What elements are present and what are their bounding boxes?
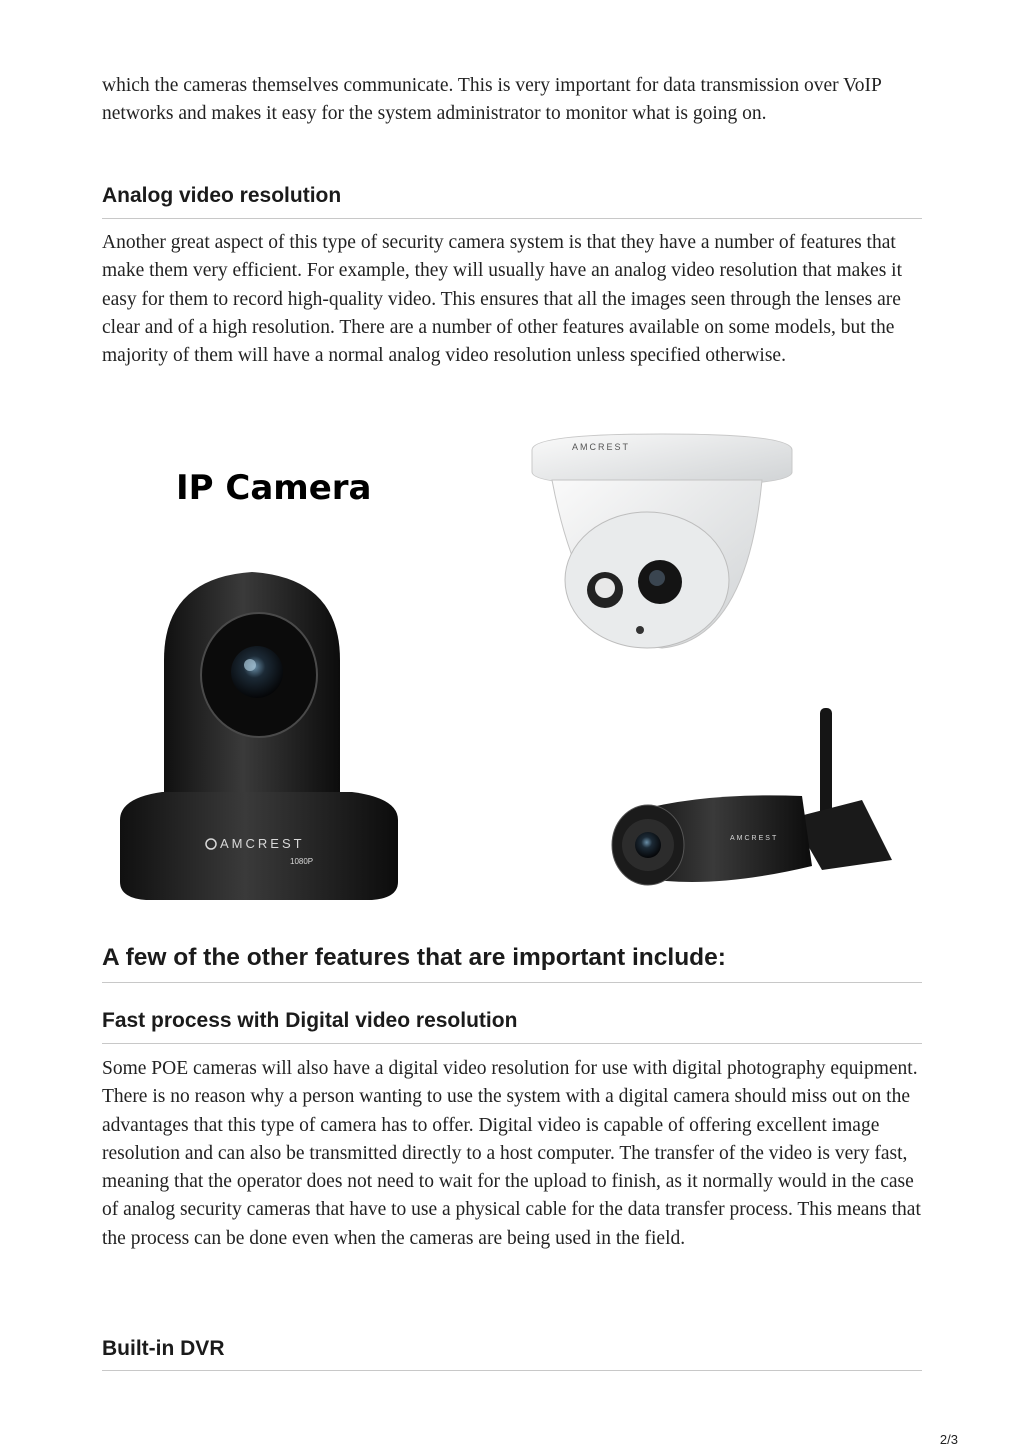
ptz-camera-icon	[120, 572, 398, 900]
model-label: 1080P	[290, 857, 314, 866]
analog-paragraph: Another great aspect of this type of security camera system is that they have a number of features that make them very efficient. For example, they will usually have an analog video resolution that makes it easy for them to record high-quality video. This ensures that all the images seen through the lenses are clear and of a high resolution. There are a number of other features available on some models, but the majority of them will have a normal analog video resolution unless specified otherwise.	[102, 232, 902, 367]
section-divider	[102, 982, 922, 983]
brand-label: AMCREST	[220, 836, 305, 851]
page-number: 2/3	[939, 1432, 958, 1447]
section-divider	[102, 1043, 922, 1044]
section-divider	[102, 1370, 922, 1371]
dome-camera-icon	[532, 434, 792, 648]
section-heading-dvr: Built-in DVR	[102, 1337, 225, 1360]
section-heading-analog: Analog video resolution	[102, 184, 342, 207]
section-heading-digital: Fast process with Digital video resolution	[102, 1009, 518, 1032]
digital-paragraph: Some POE cameras will also have a digital video resolution for use with digital photography equipment. There is no reason why a person wanting to use the system with a digital camera should miss out on the advantages that this type of camera has to offer. Digital video is capable of offering excellent image resolution and can also be transmitted directly to a host computer. The transfer of the video is very fast, meaning that the operator does not need to wait for the upload to finish, as it normally would in the case of analog security cameras that have to use a physical cable for the data transfer process. This means that the process can be done even when the cameras are being used in the field.	[102, 1058, 921, 1249]
figure-title: IP Camera	[176, 468, 372, 508]
brand-label: AMCREST	[730, 835, 779, 842]
bullet-camera-icon	[612, 708, 892, 885]
section-divider	[102, 218, 922, 219]
features-heading: A few of the other features that are important include:	[102, 944, 726, 971]
brand-label: AMCREST	[572, 442, 631, 452]
intro-paragraph: which the cameras themselves communicate. This is very important for data transmission over VoIP networks and makes it easy for the system administrator to monitor what is going on.	[102, 75, 882, 125]
